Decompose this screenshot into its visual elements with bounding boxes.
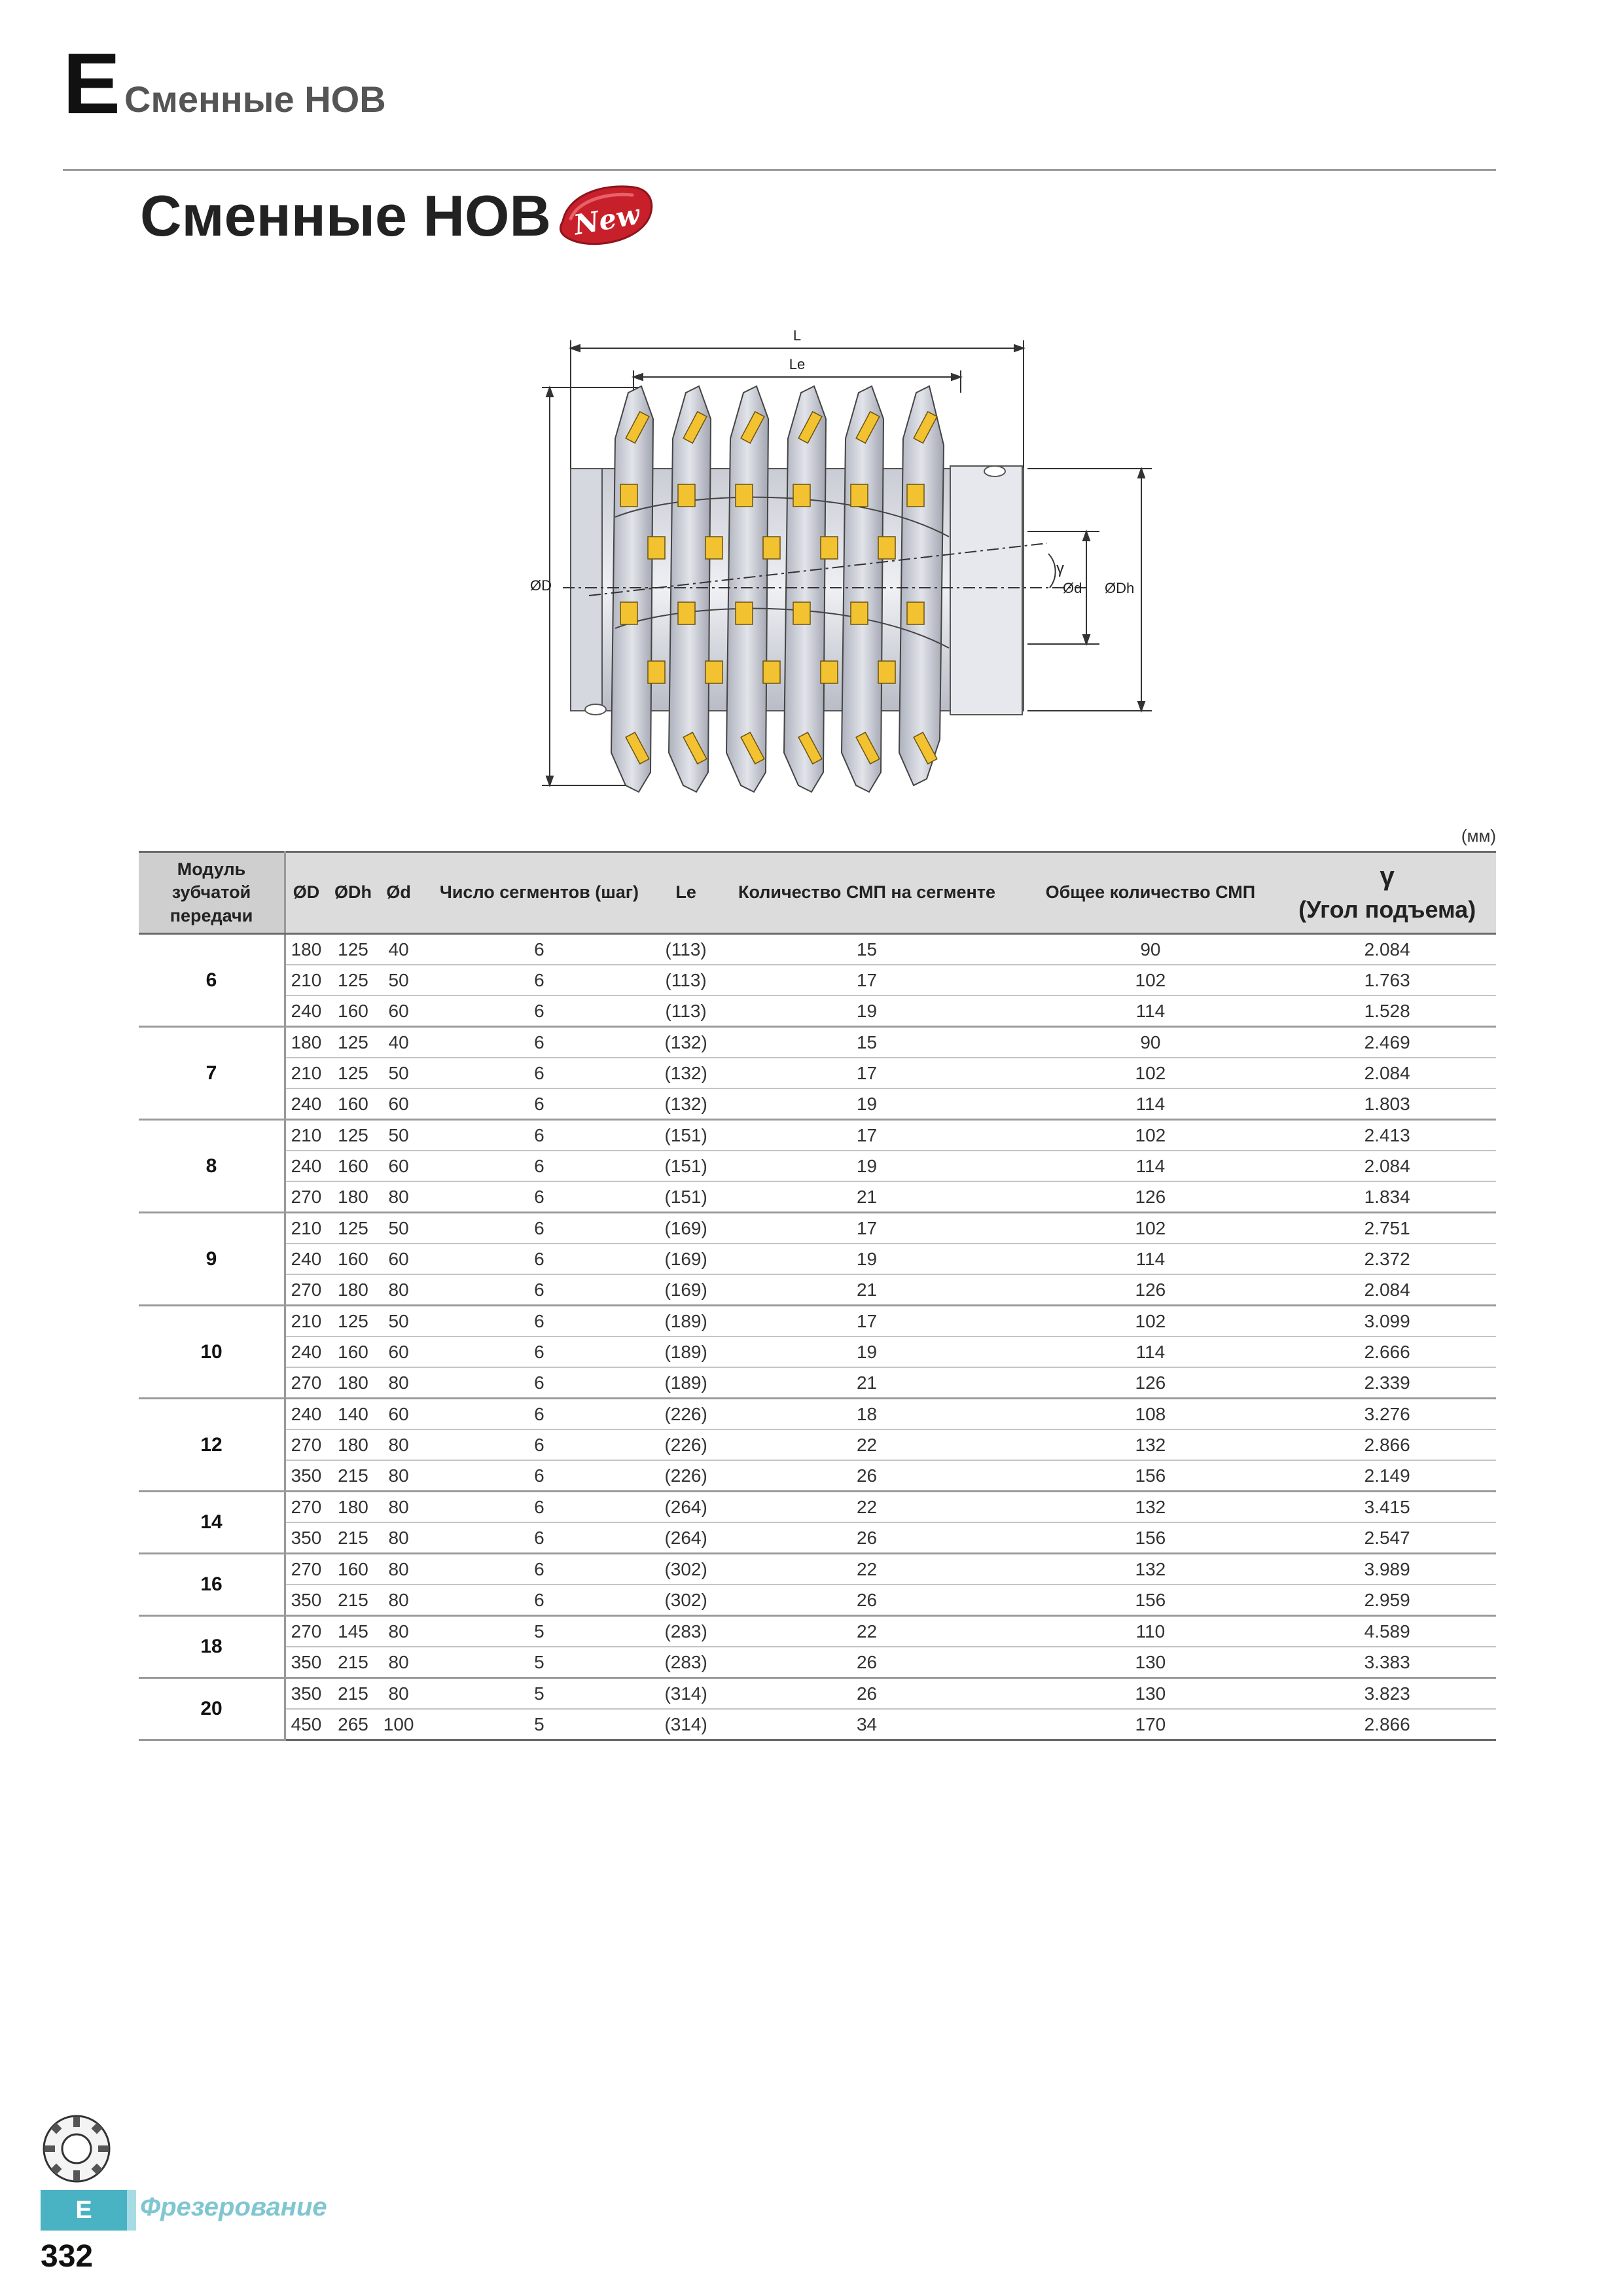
- cell-segments: 6: [418, 1058, 661, 1088]
- cell-d: 40: [380, 934, 418, 965]
- label-D: ØD: [530, 577, 552, 594]
- table-row: [139, 1554, 1496, 1585]
- col-Dh: ØDh: [327, 852, 380, 934]
- cell-total-inserts: 114: [1023, 1244, 1279, 1274]
- cell-d: 80: [380, 1367, 418, 1399]
- cell-D: 350: [285, 1522, 327, 1554]
- cell-Dh: 125: [327, 965, 380, 996]
- cell-D: 450: [285, 1709, 327, 1740]
- table-row: [139, 1306, 1496, 1337]
- cell-D: 270: [285, 1554, 327, 1585]
- cell-d: 60: [380, 1088, 418, 1120]
- cell-Dh: 265: [327, 1709, 380, 1740]
- cell-Dh: 215: [327, 1522, 380, 1554]
- cell-segments: 6: [418, 965, 661, 996]
- cell-d: 50: [380, 965, 418, 996]
- cell-D: 210: [285, 1120, 327, 1151]
- cell-segments: 6: [418, 1306, 661, 1337]
- cell-d: 50: [380, 1058, 418, 1088]
- cell-Dh: 160: [327, 1554, 380, 1585]
- table-row: [139, 1181, 1496, 1213]
- col-Le: Le: [661, 852, 711, 934]
- cell-Le: (113): [661, 934, 711, 965]
- cell-Le: (302): [661, 1554, 711, 1585]
- cell-gamma: 1.528: [1278, 996, 1496, 1027]
- cell-D: 350: [285, 1647, 327, 1678]
- cell-d: 50: [380, 1120, 418, 1151]
- cell-Le: (264): [661, 1492, 711, 1523]
- table-row: [139, 1678, 1496, 1710]
- new-badge-text: New: [571, 198, 643, 242]
- cell-segments: 6: [418, 1181, 661, 1213]
- cell-Dh: 215: [327, 1460, 380, 1492]
- cell-segments: 6: [418, 1151, 661, 1181]
- cell-segments: 6: [418, 1460, 661, 1492]
- cell-gamma: 2.866: [1278, 1709, 1496, 1740]
- cell-Le: (314): [661, 1678, 711, 1710]
- cell-inserts-per-segment: 21: [711, 1274, 1023, 1306]
- cell-segments: 6: [418, 1213, 661, 1244]
- cell-inserts-per-segment: 26: [711, 1522, 1023, 1554]
- cell-Le: (132): [661, 1088, 711, 1120]
- cell-D: 270: [285, 1616, 327, 1647]
- cell-segments: 6: [418, 934, 661, 965]
- cell-Dh: 125: [327, 1027, 380, 1058]
- cell-Dh: 160: [327, 1088, 380, 1120]
- cell-total-inserts: 130: [1023, 1678, 1279, 1710]
- hob-drawing: [510, 321, 1165, 818]
- cell-D: 270: [285, 1367, 327, 1399]
- table-row: [139, 1274, 1496, 1306]
- cell-total-inserts: 170: [1023, 1709, 1279, 1740]
- cell-segments: 6: [418, 1088, 661, 1120]
- label-gamma: γ: [1056, 560, 1064, 577]
- cell-D: 240: [285, 1399, 327, 1430]
- cell-Dh: 215: [327, 1678, 380, 1710]
- label-L: L: [793, 327, 802, 344]
- cell-total-inserts: 132: [1023, 1492, 1279, 1523]
- cell-segments: 6: [418, 1522, 661, 1554]
- cell-total-inserts: 114: [1023, 1151, 1279, 1181]
- cell-inserts-per-segment: 34: [711, 1709, 1023, 1740]
- cell-inserts-per-segment: 19: [711, 1151, 1023, 1181]
- module-cell: 6: [139, 934, 285, 1027]
- cell-Dh: 125: [327, 1058, 380, 1088]
- cell-Dh: 125: [327, 934, 380, 965]
- label-Le: Le: [789, 356, 806, 372]
- col-total-inserts: Общее количество СМП: [1023, 852, 1279, 934]
- col-segments: Число сегментов (шаг): [418, 852, 661, 934]
- cell-inserts-per-segment: 19: [711, 1088, 1023, 1120]
- cell-Dh: 180: [327, 1181, 380, 1213]
- cell-Le: (151): [661, 1151, 711, 1181]
- cell-Dh: 160: [327, 1244, 380, 1274]
- cell-gamma: 1.803: [1278, 1088, 1496, 1120]
- cell-gamma: 2.084: [1278, 934, 1496, 965]
- cell-Dh: 160: [327, 1336, 380, 1367]
- cell-gamma: 2.751: [1278, 1213, 1496, 1244]
- gamma-label: (Угол подъема): [1298, 896, 1476, 923]
- cell-inserts-per-segment: 26: [711, 1460, 1023, 1492]
- cell-gamma: 2.084: [1278, 1274, 1496, 1306]
- cell-D: 350: [285, 1585, 327, 1616]
- section-tab: E: [41, 2190, 127, 2231]
- cell-D: 210: [285, 1058, 327, 1088]
- cell-gamma: 2.469: [1278, 1027, 1496, 1058]
- cell-inserts-per-segment: 17: [711, 1120, 1023, 1151]
- cell-gamma: 2.339: [1278, 1367, 1496, 1399]
- col-inserts-per-segment: Количество СМП на сегменте: [711, 852, 1023, 934]
- cell-Le: (169): [661, 1213, 711, 1244]
- cell-gamma: 2.413: [1278, 1120, 1496, 1151]
- cell-d: 60: [380, 1244, 418, 1274]
- table-row: [139, 1120, 1496, 1151]
- cell-D: 270: [285, 1429, 327, 1460]
- cell-D: 270: [285, 1181, 327, 1213]
- col-D: ØD: [285, 852, 327, 934]
- cell-gamma: 3.383: [1278, 1647, 1496, 1678]
- cell-total-inserts: 102: [1023, 1306, 1279, 1337]
- cell-gamma: 4.589: [1278, 1616, 1496, 1647]
- cell-gamma: 1.763: [1278, 965, 1496, 996]
- cell-inserts-per-segment: 17: [711, 965, 1023, 996]
- cell-total-inserts: 132: [1023, 1554, 1279, 1585]
- cell-d: 60: [380, 996, 418, 1027]
- table-header-row: [139, 852, 1496, 934]
- cell-gamma: 2.866: [1278, 1429, 1496, 1460]
- cell-Dh: 125: [327, 1306, 380, 1337]
- cell-Dh: 125: [327, 1120, 380, 1151]
- cell-D: 180: [285, 934, 327, 965]
- section-title: Сменные HOB: [124, 79, 386, 120]
- cell-total-inserts: 102: [1023, 1058, 1279, 1088]
- cell-Dh: 160: [327, 1151, 380, 1181]
- cell-inserts-per-segment: 22: [711, 1492, 1023, 1523]
- gamma-arc: [1048, 554, 1056, 588]
- cell-inserts-per-segment: 22: [711, 1429, 1023, 1460]
- cell-total-inserts: 126: [1023, 1181, 1279, 1213]
- cell-Le: (113): [661, 996, 711, 1027]
- table-row: [139, 934, 1496, 965]
- cell-total-inserts: 102: [1023, 965, 1279, 996]
- cell-inserts-per-segment: 26: [711, 1647, 1023, 1678]
- cell-inserts-per-segment: 18: [711, 1399, 1023, 1430]
- table-row: [139, 1585, 1496, 1616]
- cell-inserts-per-segment: 21: [711, 1181, 1023, 1213]
- section-tab-bar: [127, 2190, 136, 2231]
- cell-gamma: 2.084: [1278, 1058, 1496, 1088]
- table-row: [139, 1367, 1496, 1399]
- cell-D: 350: [285, 1460, 327, 1492]
- cell-segments: 6: [418, 1120, 661, 1151]
- cell-gamma: 3.415: [1278, 1492, 1496, 1523]
- module-cell: 18: [139, 1616, 285, 1678]
- cell-segments: 6: [418, 1399, 661, 1430]
- cell-gamma: 3.989: [1278, 1554, 1496, 1585]
- module-cell: 20: [139, 1678, 285, 1740]
- cell-Le: (189): [661, 1367, 711, 1399]
- cell-inserts-per-segment: 26: [711, 1678, 1023, 1710]
- cell-segments: 5: [418, 1678, 661, 1710]
- cell-Dh: 160: [327, 996, 380, 1027]
- cell-d: 60: [380, 1399, 418, 1430]
- label-d: Ød: [1063, 580, 1082, 596]
- gamma-symbol: γ: [1380, 862, 1395, 891]
- cell-segments: 6: [418, 1244, 661, 1274]
- cell-inserts-per-segment: 17: [711, 1213, 1023, 1244]
- cell-D: 210: [285, 965, 327, 996]
- table-row: [139, 1213, 1496, 1244]
- cell-segments: 6: [418, 1367, 661, 1399]
- cell-total-inserts: 110: [1023, 1616, 1279, 1647]
- label-Dh: ØDh: [1105, 580, 1135, 596]
- cell-D: 180: [285, 1027, 327, 1058]
- cell-total-inserts: 156: [1023, 1460, 1279, 1492]
- cell-Dh: 215: [327, 1585, 380, 1616]
- cell-inserts-per-segment: 22: [711, 1616, 1023, 1647]
- table-row: [139, 1709, 1496, 1740]
- cell-D: 240: [285, 1244, 327, 1274]
- table-row: [139, 1429, 1496, 1460]
- cell-D: 240: [285, 1336, 327, 1367]
- cell-Le: (264): [661, 1522, 711, 1554]
- cell-segments: 5: [418, 1709, 661, 1740]
- cell-d: 80: [380, 1678, 418, 1710]
- cell-d: 80: [380, 1554, 418, 1585]
- cell-d: 80: [380, 1429, 418, 1460]
- cell-d: 80: [380, 1647, 418, 1678]
- cell-total-inserts: 156: [1023, 1522, 1279, 1554]
- cell-Dh: 180: [327, 1429, 380, 1460]
- cell-inserts-per-segment: 15: [711, 934, 1023, 965]
- cell-segments: 6: [418, 1429, 661, 1460]
- cell-inserts-per-segment: 19: [711, 996, 1023, 1027]
- cell-segments: 6: [418, 1554, 661, 1585]
- cell-total-inserts: 108: [1023, 1399, 1279, 1430]
- cell-Dh: 145: [327, 1616, 380, 1647]
- col-d: Ød: [380, 852, 418, 934]
- cell-Le: (283): [661, 1647, 711, 1678]
- cell-total-inserts: 156: [1023, 1585, 1279, 1616]
- cell-d: 80: [380, 1274, 418, 1306]
- table-row: [139, 1244, 1496, 1274]
- cell-Dh: 215: [327, 1647, 380, 1678]
- cell-total-inserts: 102: [1023, 1120, 1279, 1151]
- cell-gamma: 2.084: [1278, 1151, 1496, 1181]
- cell-D: 240: [285, 1151, 327, 1181]
- cell-d: 50: [380, 1306, 418, 1337]
- cell-gamma: 2.372: [1278, 1244, 1496, 1274]
- col-module: Модуль зубчатой передачи: [139, 852, 285, 934]
- cell-gamma: 3.099: [1278, 1306, 1496, 1337]
- cell-Le: (314): [661, 1709, 711, 1740]
- dimension-Le: [633, 370, 961, 393]
- page-title: Сменные HOB: [140, 183, 551, 248]
- cell-Le: (226): [661, 1429, 711, 1460]
- header-divider: [63, 169, 1496, 171]
- cell-gamma: 3.276: [1278, 1399, 1496, 1430]
- cell-Le: (151): [661, 1181, 711, 1213]
- table-row: [139, 965, 1496, 996]
- module-cell: 7: [139, 1027, 285, 1120]
- cell-Le: (169): [661, 1274, 711, 1306]
- cell-total-inserts: 130: [1023, 1647, 1279, 1678]
- cell-segments: 5: [418, 1616, 661, 1647]
- cell-total-inserts: 102: [1023, 1213, 1279, 1244]
- cell-gamma: 2.666: [1278, 1336, 1496, 1367]
- section-footer-label: Фрезерование: [140, 2193, 327, 2221]
- cell-segments: 6: [418, 1336, 661, 1367]
- cell-D: 210: [285, 1306, 327, 1337]
- cell-segments: 6: [418, 996, 661, 1027]
- cell-d: 80: [380, 1492, 418, 1523]
- cell-inserts-per-segment: 15: [711, 1027, 1023, 1058]
- cell-d: 80: [380, 1616, 418, 1647]
- cell-gamma: 3.823: [1278, 1678, 1496, 1710]
- cell-D: 270: [285, 1492, 327, 1523]
- table-row: [139, 1522, 1496, 1554]
- cell-d: 50: [380, 1213, 418, 1244]
- cell-total-inserts: 90: [1023, 934, 1279, 965]
- cell-inserts-per-segment: 17: [711, 1306, 1023, 1337]
- cell-Dh: 140: [327, 1399, 380, 1430]
- cell-Le: (189): [661, 1336, 711, 1367]
- table-row: [139, 1058, 1496, 1088]
- cell-total-inserts: 114: [1023, 1088, 1279, 1120]
- cell-inserts-per-segment: 19: [711, 1244, 1023, 1274]
- cell-inserts-per-segment: 19: [711, 1336, 1023, 1367]
- page-number: 332: [41, 2239, 94, 2274]
- cell-total-inserts: 90: [1023, 1027, 1279, 1058]
- cell-Le: (189): [661, 1306, 711, 1337]
- cell-Le: (226): [661, 1460, 711, 1492]
- cell-d: 40: [380, 1027, 418, 1058]
- table-row: [139, 1460, 1496, 1492]
- cell-Le: (226): [661, 1399, 711, 1430]
- spec-table-body: [139, 934, 1496, 1740]
- cell-gamma: 2.149: [1278, 1460, 1496, 1492]
- cell-Dh: 180: [327, 1367, 380, 1399]
- col-gamma: [1278, 852, 1496, 934]
- cell-total-inserts: 114: [1023, 1336, 1279, 1367]
- module-cell: 16: [139, 1554, 285, 1616]
- cell-total-inserts: 126: [1023, 1274, 1279, 1306]
- cell-segments: 5: [418, 1647, 661, 1678]
- module-cell: 12: [139, 1399, 285, 1492]
- cell-Le: (302): [661, 1585, 711, 1616]
- cell-Le: (113): [661, 965, 711, 996]
- cell-segments: 6: [418, 1492, 661, 1523]
- module-cell: 14: [139, 1492, 285, 1554]
- cell-d: 80: [380, 1460, 418, 1492]
- cell-Le: (169): [661, 1244, 711, 1274]
- table-row: [139, 1088, 1496, 1120]
- cell-gamma: 2.547: [1278, 1522, 1496, 1554]
- cell-inserts-per-segment: 17: [711, 1058, 1023, 1088]
- table-row: [139, 1151, 1496, 1181]
- cell-Dh: 180: [327, 1492, 380, 1523]
- new-badge-icon: [556, 181, 657, 249]
- cell-total-inserts: 126: [1023, 1367, 1279, 1399]
- section-letter: E: [63, 35, 121, 132]
- cell-gamma: 2.959: [1278, 1585, 1496, 1616]
- cell-Le: (151): [661, 1120, 711, 1151]
- cell-d: 80: [380, 1181, 418, 1213]
- cell-segments: 6: [418, 1027, 661, 1058]
- spec-table: [139, 851, 1496, 1741]
- cell-total-inserts: 114: [1023, 996, 1279, 1027]
- table-row: [139, 1399, 1496, 1430]
- cell-d: 60: [380, 1336, 418, 1367]
- cell-d: 100: [380, 1709, 418, 1740]
- cell-gamma: 1.834: [1278, 1181, 1496, 1213]
- cell-D: 240: [285, 996, 327, 1027]
- cell-inserts-per-segment: 22: [711, 1554, 1023, 1585]
- cell-segments: 6: [418, 1274, 661, 1306]
- table-row: [139, 996, 1496, 1027]
- cell-inserts-per-segment: 21: [711, 1367, 1023, 1399]
- module-cell: 10: [139, 1306, 285, 1399]
- cell-inserts-per-segment: 26: [711, 1585, 1023, 1616]
- cell-segments: 6: [418, 1585, 661, 1616]
- cell-Dh: 180: [327, 1274, 380, 1306]
- cell-D: 270: [285, 1274, 327, 1306]
- cell-Le: (132): [661, 1058, 711, 1088]
- table-row: [139, 1027, 1496, 1058]
- cell-D: 350: [285, 1678, 327, 1710]
- cell-Le: (283): [661, 1616, 711, 1647]
- module-cell: 8: [139, 1120, 285, 1213]
- milling-cutter-icon: [41, 2113, 113, 2185]
- cell-d: 80: [380, 1585, 418, 1616]
- cell-Le: (132): [661, 1027, 711, 1058]
- cell-d: 80: [380, 1522, 418, 1554]
- table-row: [139, 1616, 1496, 1647]
- table-row: [139, 1647, 1496, 1678]
- cell-Dh: 125: [327, 1213, 380, 1244]
- table-row: [139, 1492, 1496, 1523]
- cell-D: 240: [285, 1088, 327, 1120]
- unit-label: (мм): [1461, 826, 1496, 846]
- table-row: [139, 1336, 1496, 1367]
- cell-d: 60: [380, 1151, 418, 1181]
- cell-total-inserts: 132: [1023, 1429, 1279, 1460]
- cell-D: 210: [285, 1213, 327, 1244]
- module-cell: 9: [139, 1213, 285, 1306]
